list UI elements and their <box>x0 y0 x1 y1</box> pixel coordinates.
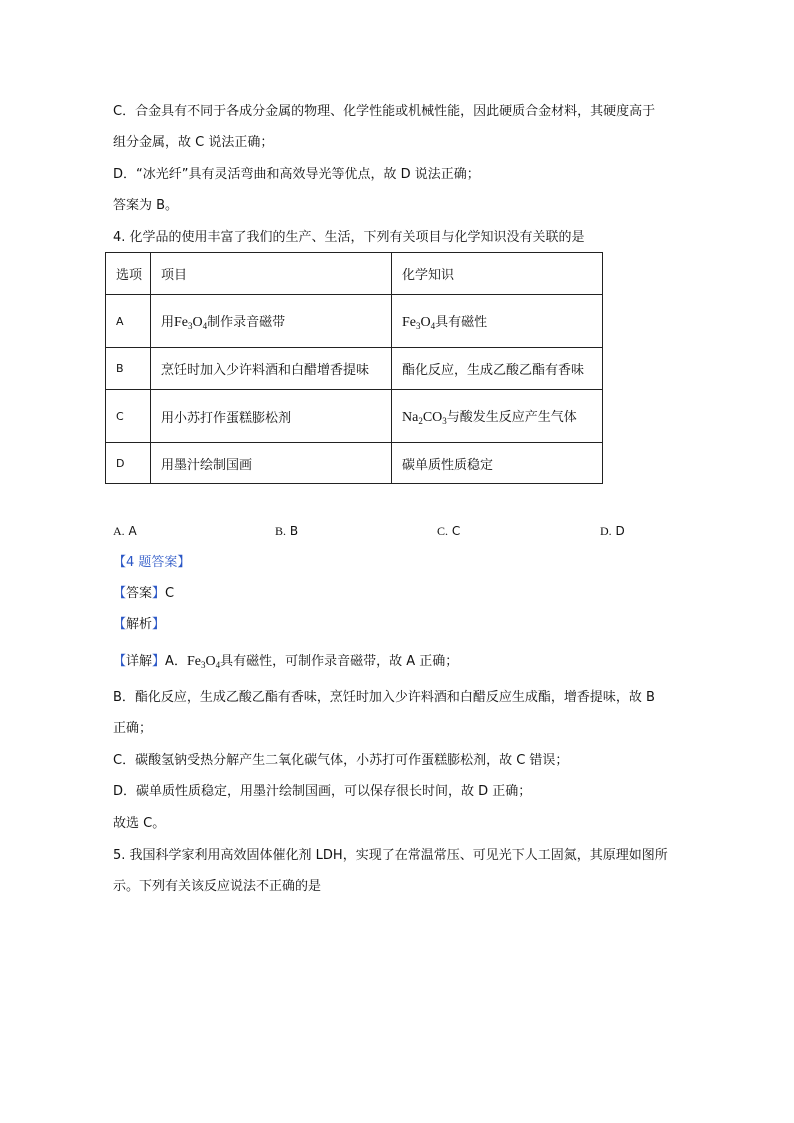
table-row <box>106 390 603 443</box>
row-knowledge: 碳单质性质稳定 <box>392 443 603 484</box>
table-row <box>106 295 603 348</box>
formula-na2co3: $Na_2CO_3$ <box>402 410 447 426</box>
question-4-stem: 4. 化学品的使用丰富了我们的生产、生活，下列有关项目与化学知识没有关联的是 <box>113 230 585 245</box>
header-option: 选项 <box>106 253 151 295</box>
item-prefix: 用 <box>161 315 175 330</box>
detail-c-line: C．碳酸氢钠受热分解产生二氧化碳气体，小苏打可作蛋糕膨松剂，故 C 错误； <box>113 753 569 768</box>
explanation-d-line: D．“冰光纤”具有灵活弯曲和高效导光等优点，故 D 说法正确； <box>113 167 480 182</box>
previous-answer: 答案为 B。 <box>113 198 179 213</box>
header-item: 项目 <box>151 253 392 295</box>
detail-b-line2: 正确； <box>113 721 153 736</box>
answer-line: 【答案】C <box>113 586 175 601</box>
formula-fe3o4: $Fe_3O_4$ <box>174 315 208 331</box>
option-d[interactable]: D. D <box>600 524 625 538</box>
item-suffix: 制作录音磁带 <box>207 315 286 330</box>
detail-a-line: 【详解】A．$Fe_3O_4$具有磁性，可制作录音磁带，故 A 正确； <box>113 654 459 670</box>
table-row <box>106 443 603 484</box>
option-c[interactable]: C. C <box>437 524 461 538</box>
detail-b-line1: B．酯化反应，生成乙酸乙酯有香味，烹饪时加入少许料酒和白醋反应生成酯，增香提味，故 B <box>113 690 655 705</box>
row-option: B <box>106 348 151 390</box>
explanation-c-line2: 组分金属，故 C 说法正确； <box>113 135 274 150</box>
option-a[interactable]: A. A <box>113 524 137 538</box>
row-item <box>151 295 392 348</box>
knowledge-suffix: 具有磁性 <box>435 315 488 330</box>
row-option: D <box>106 443 151 484</box>
question-5-line2: 示。下列有关该反应说法不正确的是 <box>113 879 322 894</box>
row-knowledge <box>392 295 603 348</box>
knowledge-suffix: 与酸发生反应产生气体 <box>446 410 577 425</box>
question-5-line1: 5. 我国科学家利用高效固体催化剂 LDH，实现了在常温常压、可见光下人工固氮，其原理如图所 <box>113 848 668 863</box>
row-knowledge <box>392 390 603 443</box>
row-knowledge: 酯化反应，生成乙酸乙酯有香味 <box>392 348 603 390</box>
row-option: A <box>106 295 151 348</box>
table-header-row <box>106 253 603 295</box>
explanation-c-line1: C．合金具有不同于各成分金属的物理、化学性能或机械性能，因此硬质合金材料，其硬度高于 <box>113 104 656 119</box>
choose-line: 故选 C。 <box>113 816 166 831</box>
detail-d-line: D．碳单质性质稳定，用墨汁绘制国画，可以保存很长时间，故 D 正确； <box>113 784 532 799</box>
table-row <box>106 348 603 390</box>
formula-fe3o4: $Fe_3O_4$ <box>402 315 436 331</box>
answer-value: C <box>165 586 175 601</box>
analysis-label: 【解析】 <box>113 617 166 632</box>
row-option: C <box>106 390 151 443</box>
question-4-table <box>105 252 603 484</box>
row-item: 用小苏打作蛋糕膨松剂 <box>151 390 392 443</box>
row-item: 用墨汁绘制国画 <box>151 443 392 484</box>
header-knowledge: 化学知识 <box>392 253 603 295</box>
option-b[interactable]: B. B <box>275 524 299 538</box>
row-item: 烹饪时加入少许料酒和白醋增香提味 <box>151 348 392 390</box>
answer-tag: 【4 题答案】 <box>113 555 191 570</box>
